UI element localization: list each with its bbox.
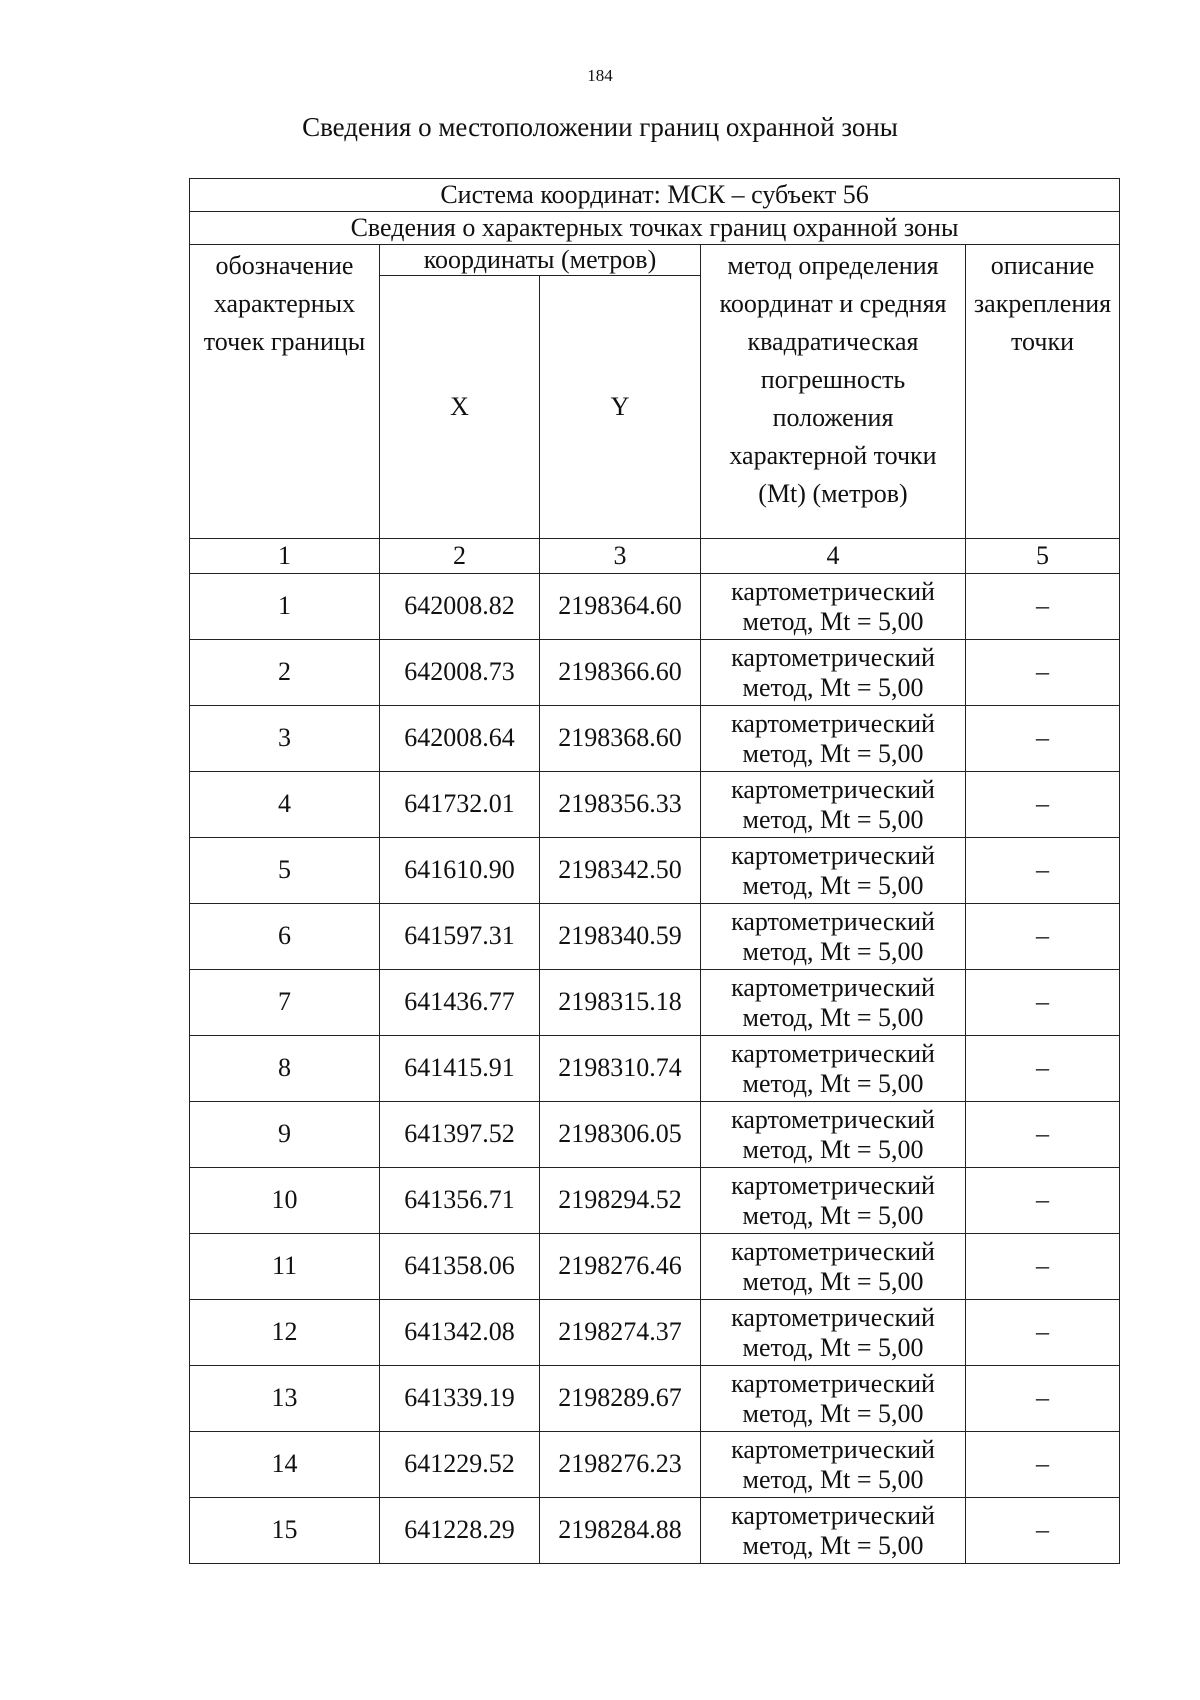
header-description: описание закрепления точки bbox=[966, 245, 1120, 539]
column-number: 5 bbox=[966, 539, 1120, 574]
point-number: 14 bbox=[190, 1432, 380, 1498]
method-cell bbox=[701, 1102, 966, 1168]
coord-x: 641358.06 bbox=[380, 1234, 540, 1300]
coord-x: 642008.73 bbox=[380, 640, 540, 706]
method-cell bbox=[701, 1168, 966, 1234]
method-cell bbox=[701, 1498, 966, 1564]
coord-y: 2198289.67 bbox=[540, 1366, 701, 1432]
coord-system-row bbox=[190, 179, 1120, 212]
method-line1: картометрический bbox=[731, 774, 935, 804]
method-line2: метод, Mt = 5,00 bbox=[742, 1200, 924, 1230]
boundary-points-table bbox=[189, 178, 1120, 1564]
header-coordinates: координаты (метров) bbox=[380, 245, 701, 276]
point-number: 11 bbox=[190, 1234, 380, 1300]
coord-system-cell: Система координат: МСК – субъект 56 bbox=[190, 179, 1120, 212]
method-line2: метод, Mt = 5,00 bbox=[742, 738, 924, 768]
fixing-description: – bbox=[966, 1036, 1120, 1102]
coord-y: 2198356.33 bbox=[540, 772, 701, 838]
table-row bbox=[190, 1498, 1120, 1564]
coord-x: 641732.01 bbox=[380, 772, 540, 838]
fixing-description: – bbox=[966, 838, 1120, 904]
method-line1: картометрический bbox=[731, 576, 935, 606]
table-row bbox=[190, 1300, 1120, 1366]
coord-y: 2198276.23 bbox=[540, 1432, 701, 1498]
method-cell bbox=[701, 640, 966, 706]
coord-y: 2198284.88 bbox=[540, 1498, 701, 1564]
method-line2: метод, Mt = 5,00 bbox=[742, 1530, 924, 1560]
fixing-description: – bbox=[966, 574, 1120, 640]
method-line2: метод, Mt = 5,00 bbox=[742, 936, 924, 966]
coord-x: 641339.19 bbox=[380, 1366, 540, 1432]
table-row bbox=[190, 772, 1120, 838]
table-row bbox=[190, 904, 1120, 970]
point-number: 5 bbox=[190, 838, 380, 904]
method-line2: метод, Mt = 5,00 bbox=[742, 606, 924, 636]
method-line1: картометрический bbox=[731, 906, 935, 936]
method-line2: метод, Mt = 5,00 bbox=[742, 1332, 924, 1362]
method-line1: картометрический bbox=[731, 972, 935, 1002]
point-number: 3 bbox=[190, 706, 380, 772]
coord-y: 2198294.52 bbox=[540, 1168, 701, 1234]
header-row bbox=[190, 245, 1120, 276]
table-row bbox=[190, 1432, 1120, 1498]
method-line2: метод, Mt = 5,00 bbox=[742, 870, 924, 900]
column-numbers-row bbox=[190, 539, 1120, 574]
fixing-description: – bbox=[966, 1234, 1120, 1300]
method-cell bbox=[701, 1300, 966, 1366]
fixing-description: – bbox=[966, 640, 1120, 706]
coord-x: 641597.31 bbox=[380, 904, 540, 970]
method-line2: метод, Mt = 5,00 bbox=[742, 804, 924, 834]
method-cell bbox=[701, 838, 966, 904]
fixing-description: – bbox=[966, 1102, 1120, 1168]
coord-y: 2198276.46 bbox=[540, 1234, 701, 1300]
method-line1: картометрический bbox=[731, 708, 935, 738]
method-line1: картометрический bbox=[731, 1434, 935, 1464]
table-row bbox=[190, 1036, 1120, 1102]
method-line2: метод, Mt = 5,00 bbox=[742, 1464, 924, 1494]
table-row bbox=[190, 1102, 1120, 1168]
fixing-description: – bbox=[966, 1498, 1120, 1564]
coord-y: 2198310.74 bbox=[540, 1036, 701, 1102]
table-row bbox=[190, 970, 1120, 1036]
point-number: 9 bbox=[190, 1102, 380, 1168]
coord-y: 2198368.60 bbox=[540, 706, 701, 772]
point-number: 4 bbox=[190, 772, 380, 838]
table-row bbox=[190, 1168, 1120, 1234]
fixing-description: – bbox=[966, 1432, 1120, 1498]
method-cell bbox=[701, 904, 966, 970]
method-line2: метод, Mt = 5,00 bbox=[742, 1134, 924, 1164]
point-number: 2 bbox=[190, 640, 380, 706]
method-line1: картометрический bbox=[731, 1104, 935, 1134]
method-line1: картометрический bbox=[731, 1368, 935, 1398]
fixing-description: – bbox=[966, 1168, 1120, 1234]
fixing-description: – bbox=[966, 772, 1120, 838]
point-number: 8 bbox=[190, 1036, 380, 1102]
coord-x: 641610.90 bbox=[380, 838, 540, 904]
coord-x: 641415.91 bbox=[380, 1036, 540, 1102]
method-line1: картометрический bbox=[731, 840, 935, 870]
coord-y: 2198306.05 bbox=[540, 1102, 701, 1168]
point-number: 15 bbox=[190, 1498, 380, 1564]
method-cell bbox=[701, 970, 966, 1036]
header-y: Y bbox=[540, 276, 701, 539]
point-number: 1 bbox=[190, 574, 380, 640]
method-cell bbox=[701, 1036, 966, 1102]
table-row bbox=[190, 838, 1120, 904]
method-line1: картометрический bbox=[731, 642, 935, 672]
page-title: Сведения о местоположении границ охранной зоны bbox=[302, 112, 898, 142]
method-line1: картометрический bbox=[731, 1038, 935, 1068]
coord-y: 2198342.50 bbox=[540, 838, 701, 904]
method-line1: картометрический bbox=[731, 1170, 935, 1200]
column-number: 3 bbox=[540, 539, 701, 574]
coord-x: 642008.82 bbox=[380, 574, 540, 640]
method-line1: картометрический bbox=[731, 1302, 935, 1332]
coord-x: 641356.71 bbox=[380, 1168, 540, 1234]
method-line2: метод, Mt = 5,00 bbox=[742, 1266, 924, 1296]
fixing-description: – bbox=[966, 904, 1120, 970]
header-method: метод определения координат и средняя квадратическая погрешность положения характерной точки (Mt) (метров) bbox=[701, 245, 966, 539]
table-row bbox=[190, 1234, 1120, 1300]
fixing-description: – bbox=[966, 970, 1120, 1036]
coord-x: 642008.64 bbox=[380, 706, 540, 772]
method-cell bbox=[701, 1234, 966, 1300]
method-line2: метод, Mt = 5,00 bbox=[742, 1002, 924, 1032]
header-point-designation: обозначение характерных точек границы bbox=[190, 245, 380, 539]
coord-x: 641436.77 bbox=[380, 970, 540, 1036]
method-cell bbox=[701, 574, 966, 640]
table-row bbox=[190, 706, 1120, 772]
section-title-cell: Сведения о характерных точках границ охранной зоны bbox=[190, 212, 1120, 245]
fixing-description: – bbox=[966, 706, 1120, 772]
fixing-description: – bbox=[966, 1300, 1120, 1366]
table-row bbox=[190, 1366, 1120, 1432]
method-line2: метод, Mt = 5,00 bbox=[742, 1068, 924, 1098]
table-row bbox=[190, 640, 1120, 706]
header-x: X bbox=[380, 276, 540, 539]
method-line1: картометрический bbox=[731, 1500, 935, 1530]
coord-y: 2198340.59 bbox=[540, 904, 701, 970]
point-number: 7 bbox=[190, 970, 380, 1036]
coord-y: 2198364.60 bbox=[540, 574, 701, 640]
method-cell bbox=[701, 1432, 966, 1498]
point-number: 10 bbox=[190, 1168, 380, 1234]
coord-y: 2198366.60 bbox=[540, 640, 701, 706]
coord-x: 641229.52 bbox=[380, 1432, 540, 1498]
coord-x: 641342.08 bbox=[380, 1300, 540, 1366]
point-number: 6 bbox=[190, 904, 380, 970]
coord-y: 2198315.18 bbox=[540, 970, 701, 1036]
method-line1: картометрический bbox=[731, 1236, 935, 1266]
coord-x: 641228.29 bbox=[380, 1498, 540, 1564]
column-number: 4 bbox=[701, 539, 966, 574]
method-cell bbox=[701, 706, 966, 772]
coord-y: 2198274.37 bbox=[540, 1300, 701, 1366]
method-cell bbox=[701, 1366, 966, 1432]
column-number: 2 bbox=[380, 539, 540, 574]
method-line2: метод, Mt = 5,00 bbox=[742, 1398, 924, 1428]
method-line2: метод, Mt = 5,00 bbox=[742, 672, 924, 702]
method-cell bbox=[701, 772, 966, 838]
page-number: 184 bbox=[587, 66, 613, 85]
fixing-description: – bbox=[966, 1366, 1120, 1432]
table-row bbox=[190, 574, 1120, 640]
coord-x: 641397.52 bbox=[380, 1102, 540, 1168]
section-title-row bbox=[190, 212, 1120, 245]
point-number: 13 bbox=[190, 1366, 380, 1432]
point-number: 12 bbox=[190, 1300, 380, 1366]
table-body bbox=[190, 179, 1120, 1564]
column-number: 1 bbox=[190, 539, 380, 574]
